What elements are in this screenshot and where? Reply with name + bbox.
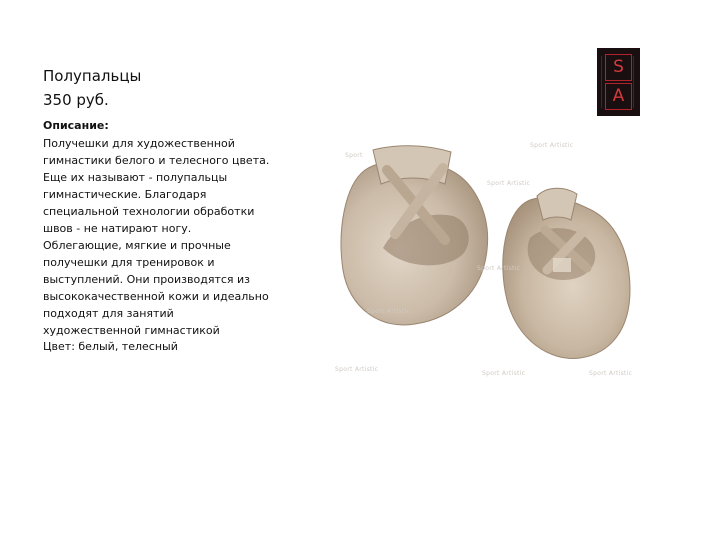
brand-logo bbox=[597, 48, 640, 116]
logo-letter-a: A bbox=[605, 83, 632, 110]
product-photo bbox=[325, 130, 645, 385]
description-heading: Описание: bbox=[43, 119, 109, 132]
watermark: Sport Artistic bbox=[367, 308, 411, 315]
logo-letter-s: S bbox=[605, 54, 632, 81]
watermark: Sport bbox=[345, 152, 363, 159]
watermark: Sport Artistic bbox=[335, 366, 379, 373]
watermark: Sport Artistic bbox=[589, 370, 633, 377]
color-info: Цвет: белый, телесный bbox=[43, 340, 178, 353]
product-price: 350 руб. bbox=[43, 91, 109, 109]
half-shoes-illustration bbox=[325, 130, 645, 385]
left-shoe bbox=[341, 146, 488, 325]
product-name: Полупальцы bbox=[43, 67, 142, 85]
watermark: Sport Artistic bbox=[487, 180, 531, 187]
watermark: Sport Artistic bbox=[482, 370, 526, 377]
description-text: Получешки для художественной гимнастики белого и телесного цвета. Еще их называют - полупальцы гимнастические. Благодаря специальной технологии обработки швов - не натирают ногу. Облегающие, мягкие и прочные получешки для тренировок и выступлений. Они производятся из высококачественной кожи и идеально подходят для занятий художественной гимнастикой bbox=[43, 137, 270, 337]
watermark: Sport Artistic bbox=[530, 142, 574, 149]
logo-right-stripe bbox=[633, 56, 637, 108]
right-shoe bbox=[503, 188, 630, 358]
watermark: Sport Artistic bbox=[477, 265, 521, 272]
product-heading bbox=[43, 64, 283, 112]
